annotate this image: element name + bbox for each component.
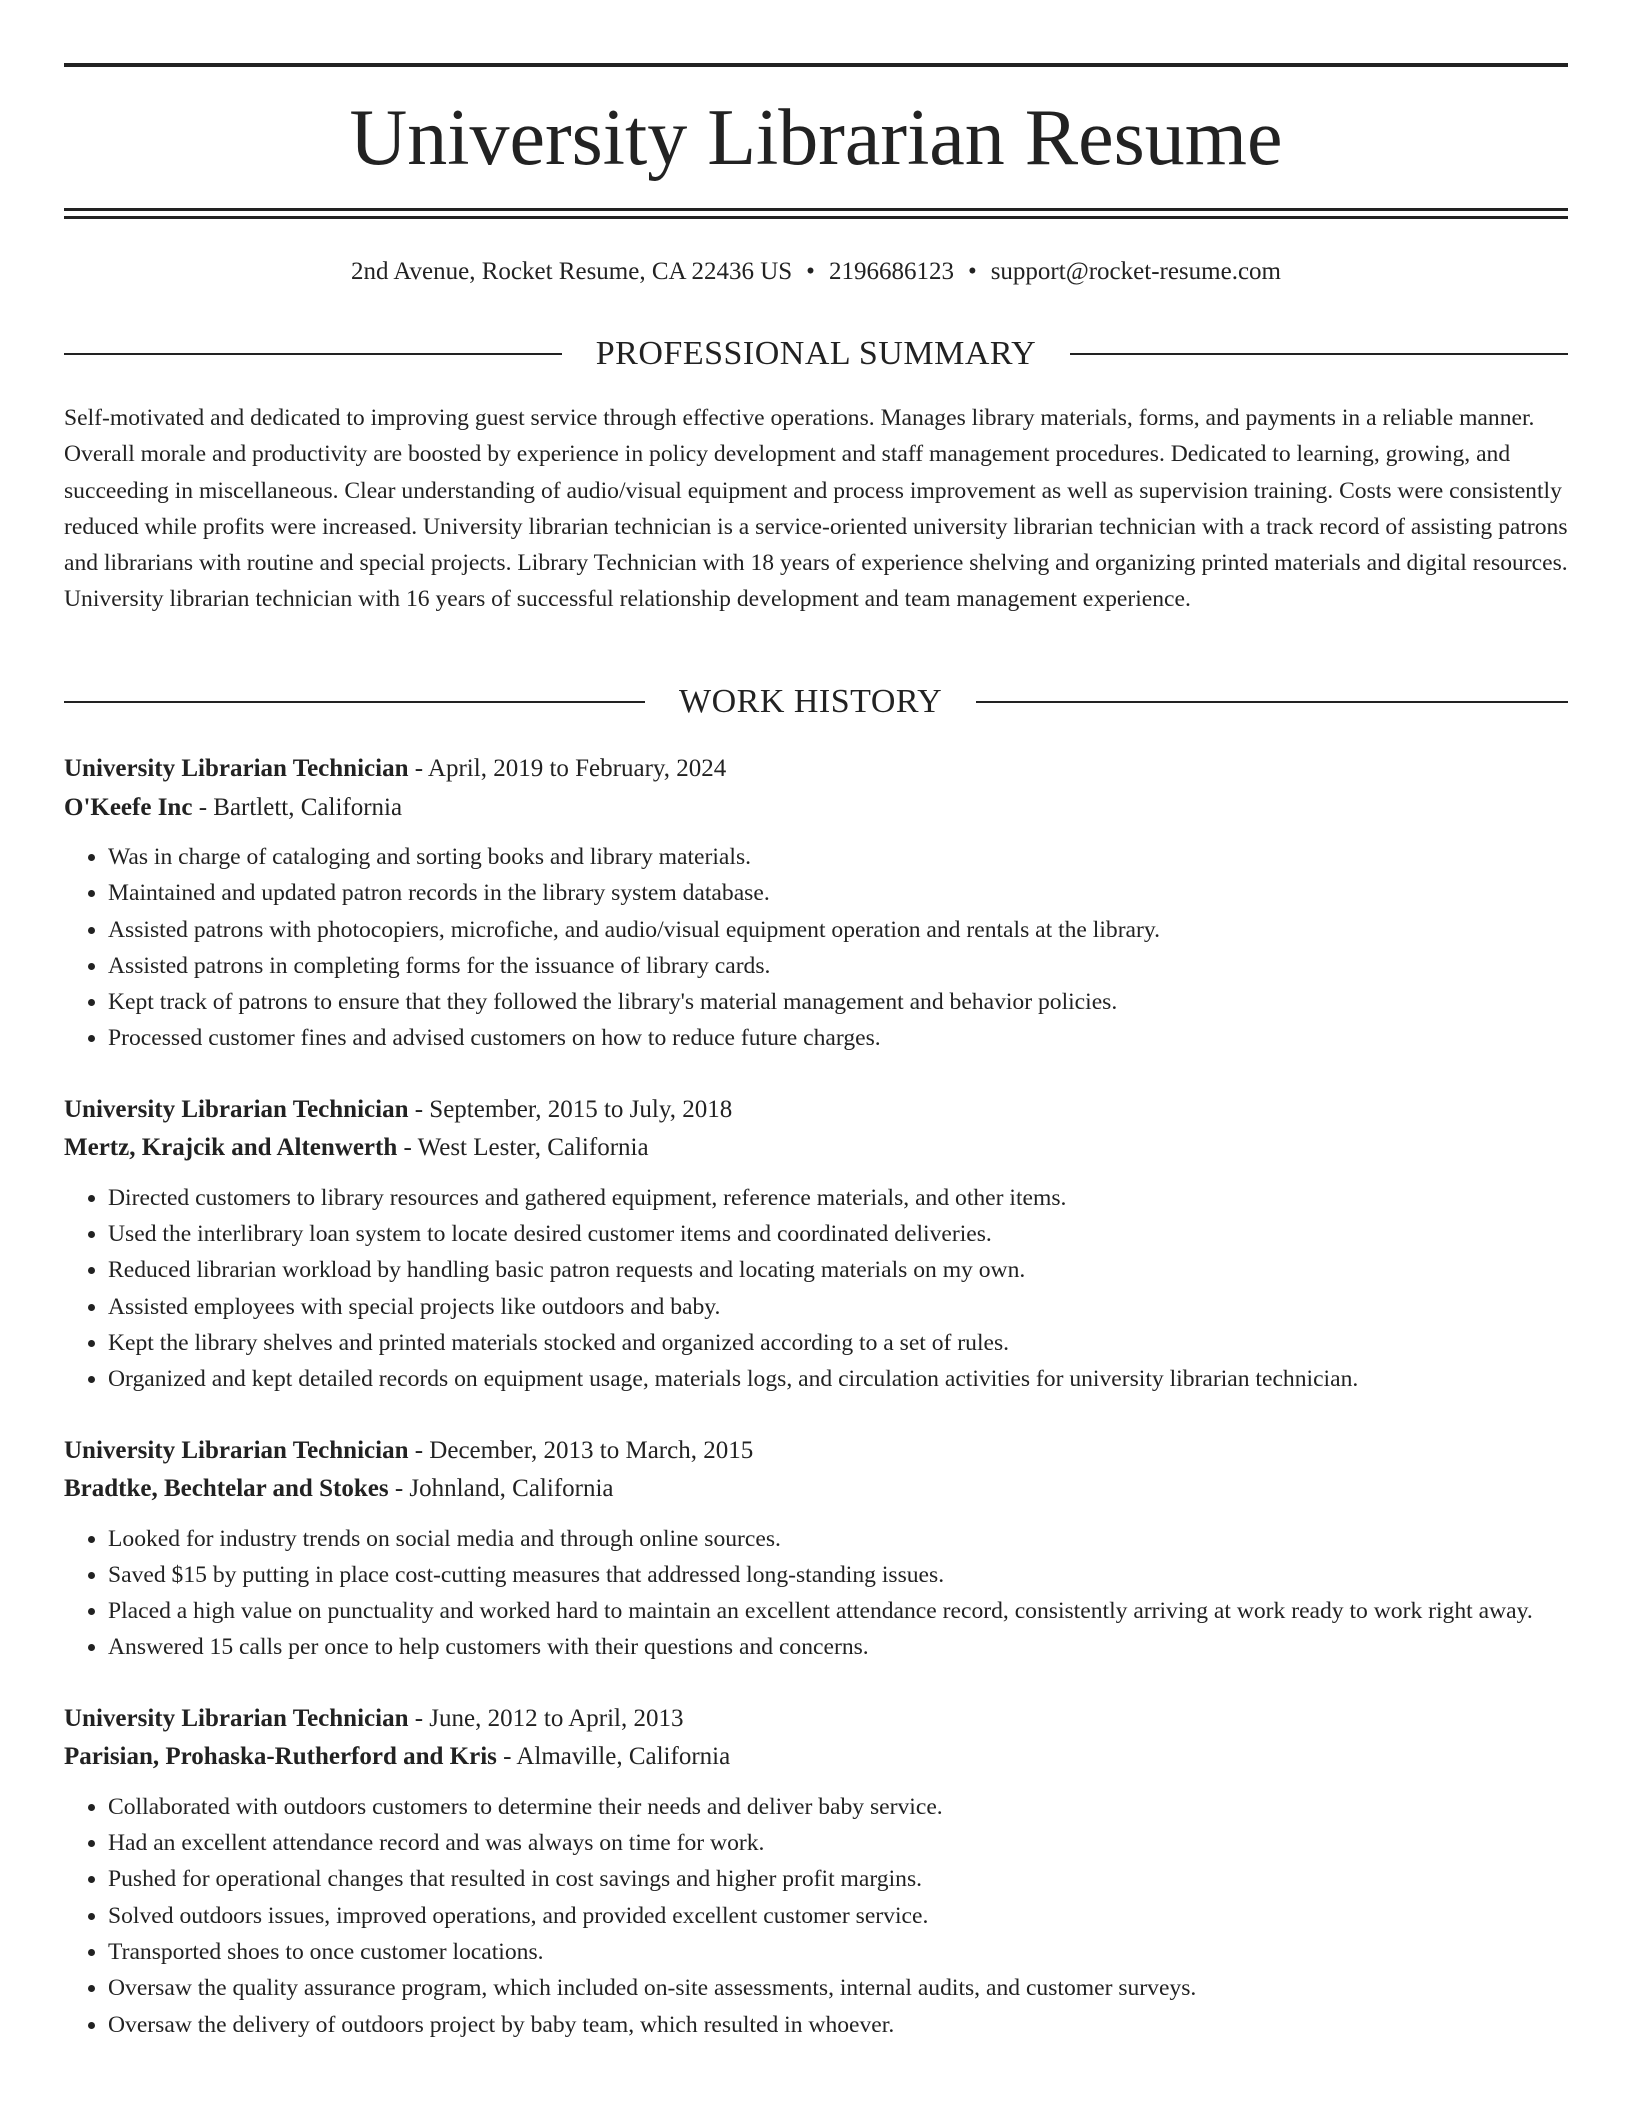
- job-role-line: [64, 1432, 1568, 1471]
- job-bullet: • Oversaw the quality assurance program, which included on-site assessments, internal audits, and customer surveys.: [108, 1970, 1568, 2006]
- resume-title: University Librarian Resume: [349, 94, 1283, 182]
- job-company: Bradtke, Bechtelar and Stokes: [64, 1475, 389, 1503]
- heading-rule-right: [1070, 353, 1568, 355]
- job-dates: - December, 2013 to March, 2015: [414, 1436, 754, 1464]
- contact-separator: •: [806, 258, 815, 285]
- job-title: University Librarian Technician: [64, 1436, 409, 1464]
- job-bullet: • Used the interlibrary loan system to locate desired customer items and coordinated deliveries.: [108, 1216, 1568, 1252]
- job-role-line: [64, 1091, 1568, 1130]
- job-bullet: • Looked for industry trends on social media and through online sources.: [108, 1521, 1568, 1557]
- job-bullets: [64, 1521, 1568, 1666]
- job-bullet: • Assisted employees with special projects like outdoors and baby.: [108, 1289, 1568, 1325]
- job-location: - Bartlett, California: [198, 793, 403, 821]
- job-company-line: [64, 789, 1568, 828]
- job-bullet: • Collaborated with outdoors customers to determine their needs and deliver baby service.: [108, 1789, 1568, 1825]
- job-bullet: • Oversaw the delivery of outdoors project by baby team, which resulted in whoever.: [108, 2007, 1568, 2043]
- contact-phone: 2196686123: [828, 258, 954, 285]
- heading-rule-left: [64, 353, 562, 355]
- job-title: University Librarian Technician: [64, 1095, 409, 1123]
- job-bullet: • Kept the library shelves and printed materials stocked and organized according to a set of rules.: [108, 1325, 1568, 1361]
- job-company-line: [64, 1738, 1568, 1777]
- header-rule-lower: [64, 216, 1568, 219]
- job-bullet: • Had an excellent attendance record and was always on time for work.: [108, 1825, 1568, 1861]
- job-bullet: • Solved outdoors issues, improved operations, and provided excellent customer service.: [108, 1898, 1568, 1934]
- job-title: University Librarian Technician: [64, 1704, 409, 1732]
- job-bullet: • Placed a high value on punctuality and worked hard to maintain an excellent attendance record, consistently arriving at work ready to work right away.: [108, 1593, 1568, 1629]
- job-bullet: • Assisted patrons in completing forms for the issuance of library cards.: [108, 948, 1568, 984]
- heading-rule-right: [976, 701, 1568, 703]
- summary-section-heading: [64, 334, 1568, 374]
- header-top-rule: [64, 63, 1568, 67]
- job-bullet: • Organized and kept detailed records on equipment usage, materials logs, and circulation activities for university librarian technician.: [108, 1361, 1568, 1397]
- summary-heading-text: PROFESSIONAL SUMMARY: [595, 335, 1037, 372]
- job-bullet: • Directed customers to library resources and gathered equipment, reference materials, and other items.: [108, 1180, 1568, 1216]
- work-section-heading: [64, 682, 1568, 722]
- job-bullets: [64, 839, 1568, 1057]
- job-location: - West Lester, California: [403, 1134, 649, 1162]
- header-rule-upper: [64, 208, 1568, 211]
- job-location: - Johnland, California: [394, 1475, 614, 1503]
- contact-separator: •: [967, 258, 977, 285]
- job-bullet: • Transported shoes to once customer locations.: [108, 1934, 1568, 1970]
- job-dates: - April, 2019 to February, 2024: [414, 755, 727, 782]
- job-dates: - June, 2012 to April, 2013: [414, 1704, 684, 1732]
- job-title: University Librarian Technician: [64, 755, 409, 782]
- job-company: Mertz, Krajcik and Altenwerth: [64, 1134, 398, 1162]
- job-bullet: • Maintained and updated patron records in the library system database.: [108, 875, 1568, 911]
- work-heading-text: WORK HISTORY: [679, 683, 943, 720]
- heading-rule-left: [64, 701, 645, 703]
- job-location: - Almaville, California: [503, 1743, 731, 1771]
- job-bullets: [64, 1789, 1568, 2043]
- job-bullet: • Assisted patrons with photocopiers, microfiche, and audio/visual equipment operation and rentals at the library.: [108, 912, 1568, 948]
- job-entry: [64, 750, 1568, 1057]
- job-bullet: • Answered 15 calls per once to help customers with their questions and concerns.: [108, 1629, 1568, 1665]
- job-bullet: • Kept track of patrons to ensure that they followed the library's material management and behavior policies.: [108, 984, 1568, 1020]
- job-entry: [64, 1700, 1568, 2043]
- job-bullet: • Saved $15 by putting in place cost-cutting measures that addressed long-standing issues.: [108, 1557, 1568, 1593]
- job-company-line: [64, 1129, 1568, 1168]
- job-dates: - September, 2015 to July, 2018: [414, 1095, 733, 1123]
- job-bullet: • Reduced librarian workload by handling basic patron requests and locating materials on my own.: [108, 1252, 1568, 1288]
- job-entry: [64, 1432, 1568, 1666]
- job-bullets: [64, 1180, 1568, 1398]
- work-history: [64, 750, 1568, 2077]
- job-company: Parisian, Prohaska-Rutherford and Kris: [64, 1743, 497, 1771]
- job-role-line: [64, 1700, 1568, 1739]
- job-company: O'Keefe Inc: [64, 793, 193, 821]
- contact-email: support@rocket-resume.com: [990, 258, 1281, 285]
- job-entry: [64, 1091, 1568, 1398]
- job-bullet: • Pushed for operational changes that resulted in cost savings and higher profit margins.: [108, 1861, 1568, 1897]
- job-company-line: [64, 1470, 1568, 1509]
- contact-line: [64, 254, 1568, 290]
- summary-paragraph: Self-motivated and dedicated to improving guest service through effective operations. Manages library materials, forms, and payments in a reliable manner. Overall morale and productivity are boosted by experience in policy development and staff management procedures. Dedicated to learning, growing, and succeeding in miscellaneous. Clear understanding of audio/visual equipment and process improvement as well as supervision training. Costs were consistently reduced while profits were increased. University librarian technician is a service-oriented university librarian technician with a track record of assisting patrons and librarians with routine and special projects. Library Technician with 18 years of experience shelving and organizing printed materials and digital resources. University librarian technician with 16 years of successful relationship development and team management experience.: [64, 405, 1568, 613]
- job-role-line: [64, 750, 1568, 789]
- contact-address: 2nd Avenue, Rocket Resume, CA 22436 US: [350, 258, 793, 285]
- job-bullet: • Was in charge of cataloging and sorting books and library materials.: [108, 839, 1568, 875]
- job-bullet: • Processed customer fines and advised customers on how to reduce future charges.: [108, 1020, 1568, 1056]
